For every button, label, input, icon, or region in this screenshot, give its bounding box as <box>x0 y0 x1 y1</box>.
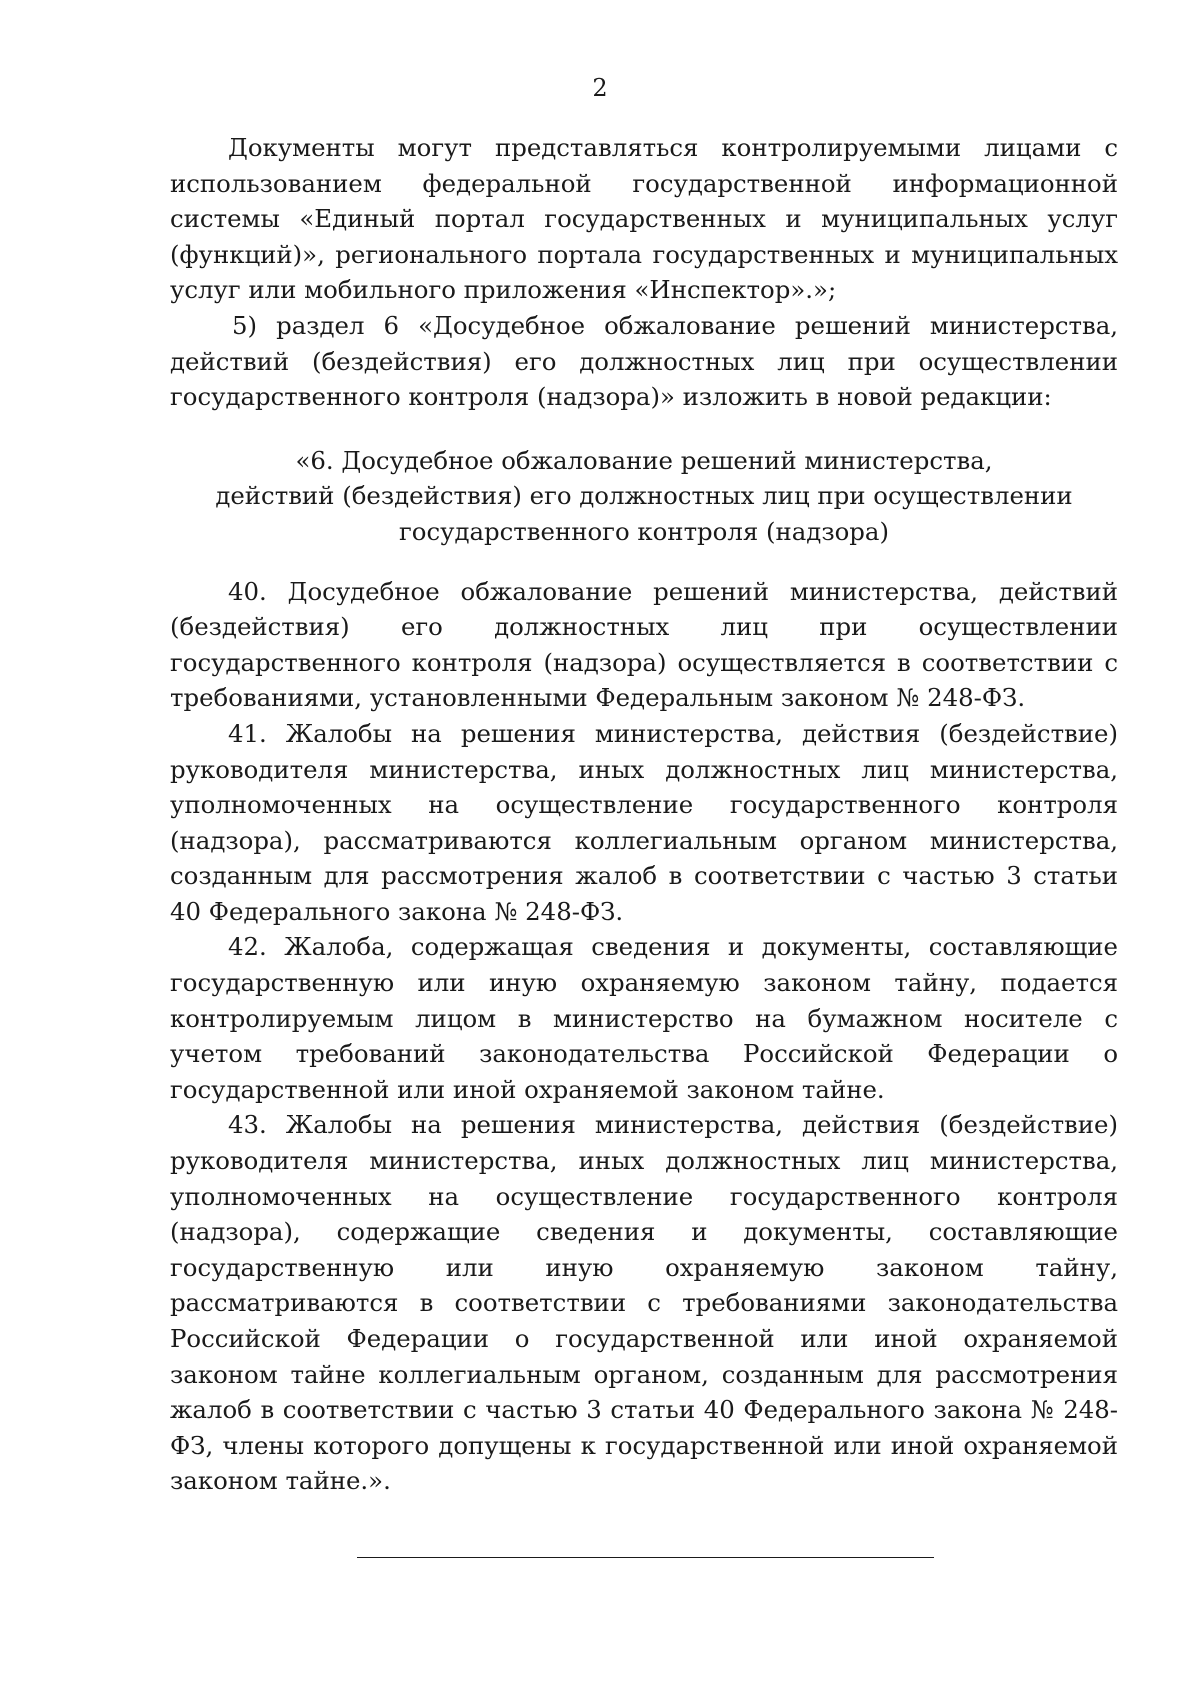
page-number: 2 <box>592 74 608 102</box>
closing-divider-line <box>357 1557 934 1558</box>
section-heading-line-2: действий (бездействия) его должностных лиц при осуществлении <box>215 481 1073 511</box>
paragraph-40: 40. Досудебное обжалование решений министерства, действий (бездействия) его должностных лиц при осуществлении государственного контроля (надзора) осуществляется в соответствии с требованиями, установленными Федеральным законом № 248-ФЗ. <box>170 576 1118 713</box>
section-heading <box>170 415 1118 574</box>
paragraph-documents-submission: Документы могут представляться контролируемыми лицами с использованием федеральной государственной информационной системы «Единый портал государственных и муниципальных услуг (функций)», регионального портала государственных и муниципальных услуг или мобильного приложения «Инспектор».»; <box>170 133 1118 305</box>
section-heading-line-1: «6. Досудебное обжалование решений министерства, <box>295 445 993 475</box>
document-body <box>170 130 1118 1499</box>
paragraph-item-5: 5) раздел 6 «Досудебное обжалование решений министерства, действий (бездействия) его должностных лиц при осуществлении государственного контроля (надзора)» изложить в новой редакции: <box>170 310 1118 412</box>
paragraph-43: 43. Жалобы на решения министерства, действия (бездействие) руководителя министерства, иных должностных лиц министерства, уполномоченных на осуществление государственного контроля (надзора), содержащие сведения и документы, составляющие государственную или иную охраняемую законом тайну, рассматриваются в соответствии с требованиями законодательства Российской Федерации о государственной или иной охраняемой законом тайне коллегиальным органом, созданным для рассмотрения жалоб в соответствии с частью 3 статьи 40 Федерального закона № 248-ФЗ, члены которого допущены к государственной или иной охраняемой законом тайне.». <box>170 1110 1118 1496</box>
paragraph-41: 41. Жалобы на решения министерства, действия (бездействие) руководителя министерства, иных должностных лиц министерства, уполномоченных на осуществление государственного контроля (надзора), рассматриваются коллегиальным органом министерства, созданным для рассмотрения жалоб в соответствии с частью 3 статьи 40 Федерального закона № 248-ФЗ. <box>170 718 1118 926</box>
section-heading-line-3: государственного контроля (надзора) <box>399 516 889 546</box>
paragraph-42: 42. Жалоба, содержащая сведения и документы, составляющие государственную или иную охраняемую законом тайну, подается контролируемым лицом в министерство на бумажном носителе с учетом требований законодательства Российской Федерации о государственной или иной охраняемой законом тайне. <box>170 932 1118 1104</box>
